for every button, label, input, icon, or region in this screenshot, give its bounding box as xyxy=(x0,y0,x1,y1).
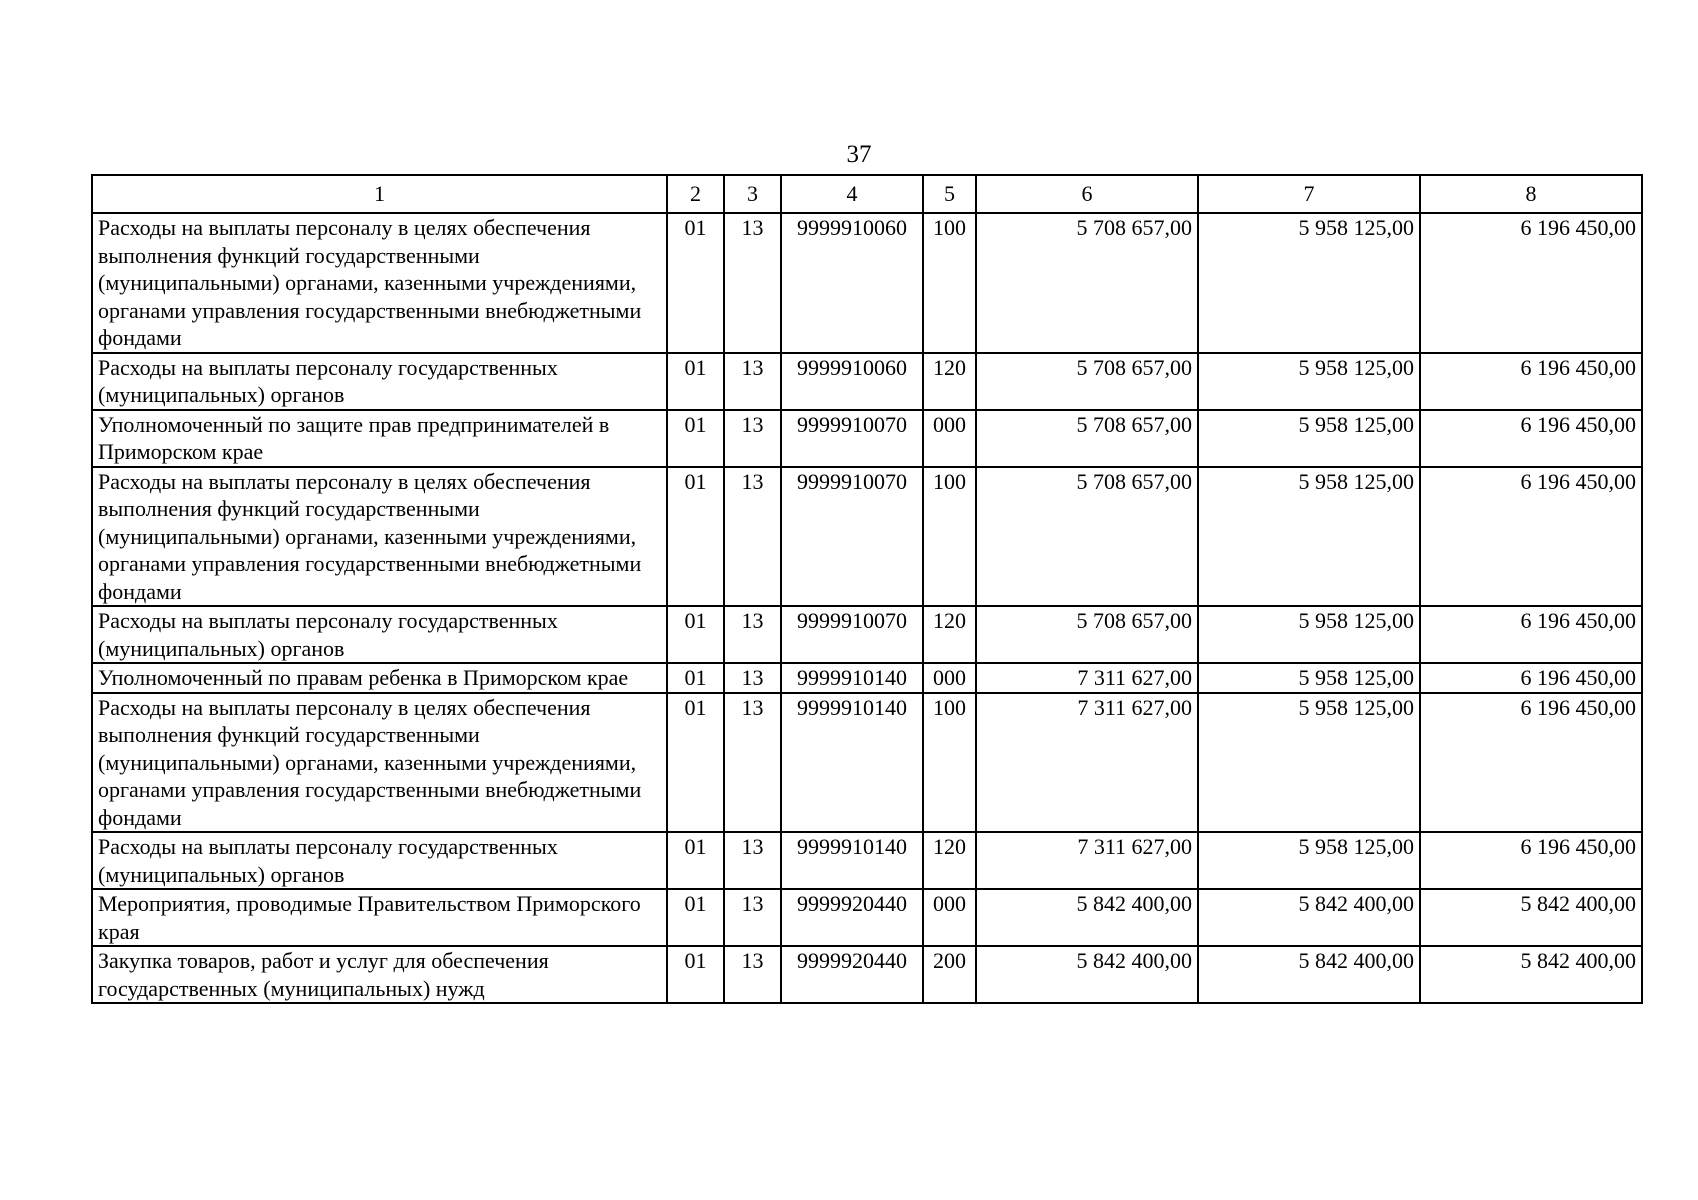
section-code: 01 xyxy=(667,663,724,693)
expense-name: Мероприятия, проводимые Правительством Приморского края xyxy=(92,889,667,946)
table-row xyxy=(92,889,1642,946)
amount-col-6: 5 708 657,00 xyxy=(976,410,1198,467)
subsection-code: 13 xyxy=(724,663,781,693)
expense-type-code: 100 xyxy=(923,467,976,607)
amount-col-6: 5 708 657,00 xyxy=(976,467,1198,607)
amount-col-8: 6 196 450,00 xyxy=(1420,832,1642,889)
table-row xyxy=(92,353,1642,410)
table-row xyxy=(92,832,1642,889)
expense-type-code: 000 xyxy=(923,410,976,467)
expense-name: Расходы на выплаты персоналу государственных (муниципальных) органов xyxy=(92,832,667,889)
target-article-code: 9999910060 xyxy=(781,353,923,410)
amount-col-6: 7 311 627,00 xyxy=(976,663,1198,693)
amount-col-6: 5 842 400,00 xyxy=(976,946,1198,1003)
target-article-code: 9999910140 xyxy=(781,663,923,693)
amount-col-8: 6 196 450,00 xyxy=(1420,663,1642,693)
target-article-code: 9999920440 xyxy=(781,889,923,946)
target-article-code: 9999910070 xyxy=(781,606,923,663)
amount-col-8: 6 196 450,00 xyxy=(1420,693,1642,833)
table-row xyxy=(92,467,1642,607)
amount-col-8: 6 196 450,00 xyxy=(1420,410,1642,467)
section-code: 01 xyxy=(667,606,724,663)
amount-col-7: 5 958 125,00 xyxy=(1198,693,1420,833)
expense-name: Расходы на выплаты персоналу в целях обеспечения выполнения функций государственными (муниципальными) органами, казенными учреждениями, органами управления государственными внебюджетными фондами xyxy=(92,467,667,607)
column-header: 7 xyxy=(1198,175,1420,213)
target-article-code: 9999910140 xyxy=(781,693,923,833)
expense-type-code: 000 xyxy=(923,889,976,946)
target-article-code: 9999910070 xyxy=(781,410,923,467)
expense-type-code: 100 xyxy=(923,693,976,833)
amount-col-8: 6 196 450,00 xyxy=(1420,353,1642,410)
amount-col-8: 6 196 450,00 xyxy=(1420,213,1642,353)
subsection-code: 13 xyxy=(724,213,781,353)
section-code: 01 xyxy=(667,693,724,833)
amount-col-8: 6 196 450,00 xyxy=(1420,606,1642,663)
column-header: 6 xyxy=(976,175,1198,213)
amount-col-6: 5 708 657,00 xyxy=(976,606,1198,663)
expense-name: Расходы на выплаты персоналу в целях обеспечения выполнения функций государственными (муниципальными) органами, казенными учреждениями, органами управления государственными внебюджетными фондами xyxy=(92,693,667,833)
expense-type-code: 100 xyxy=(923,213,976,353)
expense-name: Расходы на выплаты персоналу государственных (муниципальных) органов xyxy=(92,353,667,410)
subsection-code: 13 xyxy=(724,467,781,607)
section-code: 01 xyxy=(667,213,724,353)
amount-col-7: 5 842 400,00 xyxy=(1198,946,1420,1003)
amount-col-7: 5 958 125,00 xyxy=(1198,663,1420,693)
table-row xyxy=(92,946,1642,1003)
budget-table xyxy=(91,174,1643,1004)
amount-col-6: 5 708 657,00 xyxy=(976,213,1198,353)
column-header: 3 xyxy=(724,175,781,213)
amount-col-6: 5 708 657,00 xyxy=(976,353,1198,410)
column-header: 2 xyxy=(667,175,724,213)
page-number: 37 xyxy=(846,141,872,168)
subsection-code: 13 xyxy=(724,606,781,663)
section-code: 01 xyxy=(667,410,724,467)
table-row xyxy=(92,693,1642,833)
amount-col-7: 5 958 125,00 xyxy=(1198,410,1420,467)
amount-col-8: 6 196 450,00 xyxy=(1420,467,1642,607)
table-row xyxy=(92,213,1642,353)
amount-col-8: 5 842 400,00 xyxy=(1420,889,1642,946)
section-code: 01 xyxy=(667,889,724,946)
subsection-code: 13 xyxy=(724,353,781,410)
target-article-code: 9999910140 xyxy=(781,832,923,889)
subsection-code: 13 xyxy=(724,693,781,833)
expense-type-code: 000 xyxy=(923,663,976,693)
table-row xyxy=(92,606,1642,663)
section-code: 01 xyxy=(667,467,724,607)
column-header: 1 xyxy=(92,175,667,213)
column-header: 8 xyxy=(1420,175,1642,213)
target-article-code: 9999910070 xyxy=(781,467,923,607)
amount-col-6: 5 842 400,00 xyxy=(976,889,1198,946)
target-article-code: 9999910060 xyxy=(781,213,923,353)
amount-col-7: 5 958 125,00 xyxy=(1198,213,1420,353)
column-header: 4 xyxy=(781,175,923,213)
amount-col-7: 5 958 125,00 xyxy=(1198,832,1420,889)
expense-type-code: 120 xyxy=(923,606,976,663)
table-row xyxy=(92,410,1642,467)
subsection-code: 13 xyxy=(724,410,781,467)
section-code: 01 xyxy=(667,832,724,889)
subsection-code: 13 xyxy=(724,832,781,889)
table-row xyxy=(92,663,1642,693)
expense-name: Уполномоченный по защите прав предпринимателей в Приморском крае xyxy=(92,410,667,467)
amount-col-8: 5 842 400,00 xyxy=(1420,946,1642,1003)
expense-name: Расходы на выплаты персоналу в целях обеспечения выполнения функций государственными (муниципальными) органами, казенными учреждениями, органами управления государственными внебюджетными фондами xyxy=(92,213,667,353)
amount-col-6: 7 311 627,00 xyxy=(976,693,1198,833)
expense-name: Расходы на выплаты персоналу государственных (муниципальных) органов xyxy=(92,606,667,663)
subsection-code: 13 xyxy=(724,889,781,946)
amount-col-7: 5 842 400,00 xyxy=(1198,889,1420,946)
table-header-row xyxy=(92,175,1642,213)
amount-col-6: 7 311 627,00 xyxy=(976,832,1198,889)
expense-name: Уполномоченный по правам ребенка в Приморском крае xyxy=(92,663,667,693)
section-code: 01 xyxy=(667,946,724,1003)
subsection-code: 13 xyxy=(724,946,781,1003)
expense-type-code: 120 xyxy=(923,353,976,410)
expense-name: Закупка товаров, работ и услуг для обеспечения государственных (муниципальных) нужд xyxy=(92,946,667,1003)
amount-col-7: 5 958 125,00 xyxy=(1198,353,1420,410)
section-code: 01 xyxy=(667,353,724,410)
expense-type-code: 200 xyxy=(923,946,976,1003)
target-article-code: 9999920440 xyxy=(781,946,923,1003)
amount-col-7: 5 958 125,00 xyxy=(1198,467,1420,607)
column-header: 5 xyxy=(923,175,976,213)
expense-type-code: 120 xyxy=(923,832,976,889)
amount-col-7: 5 958 125,00 xyxy=(1198,606,1420,663)
